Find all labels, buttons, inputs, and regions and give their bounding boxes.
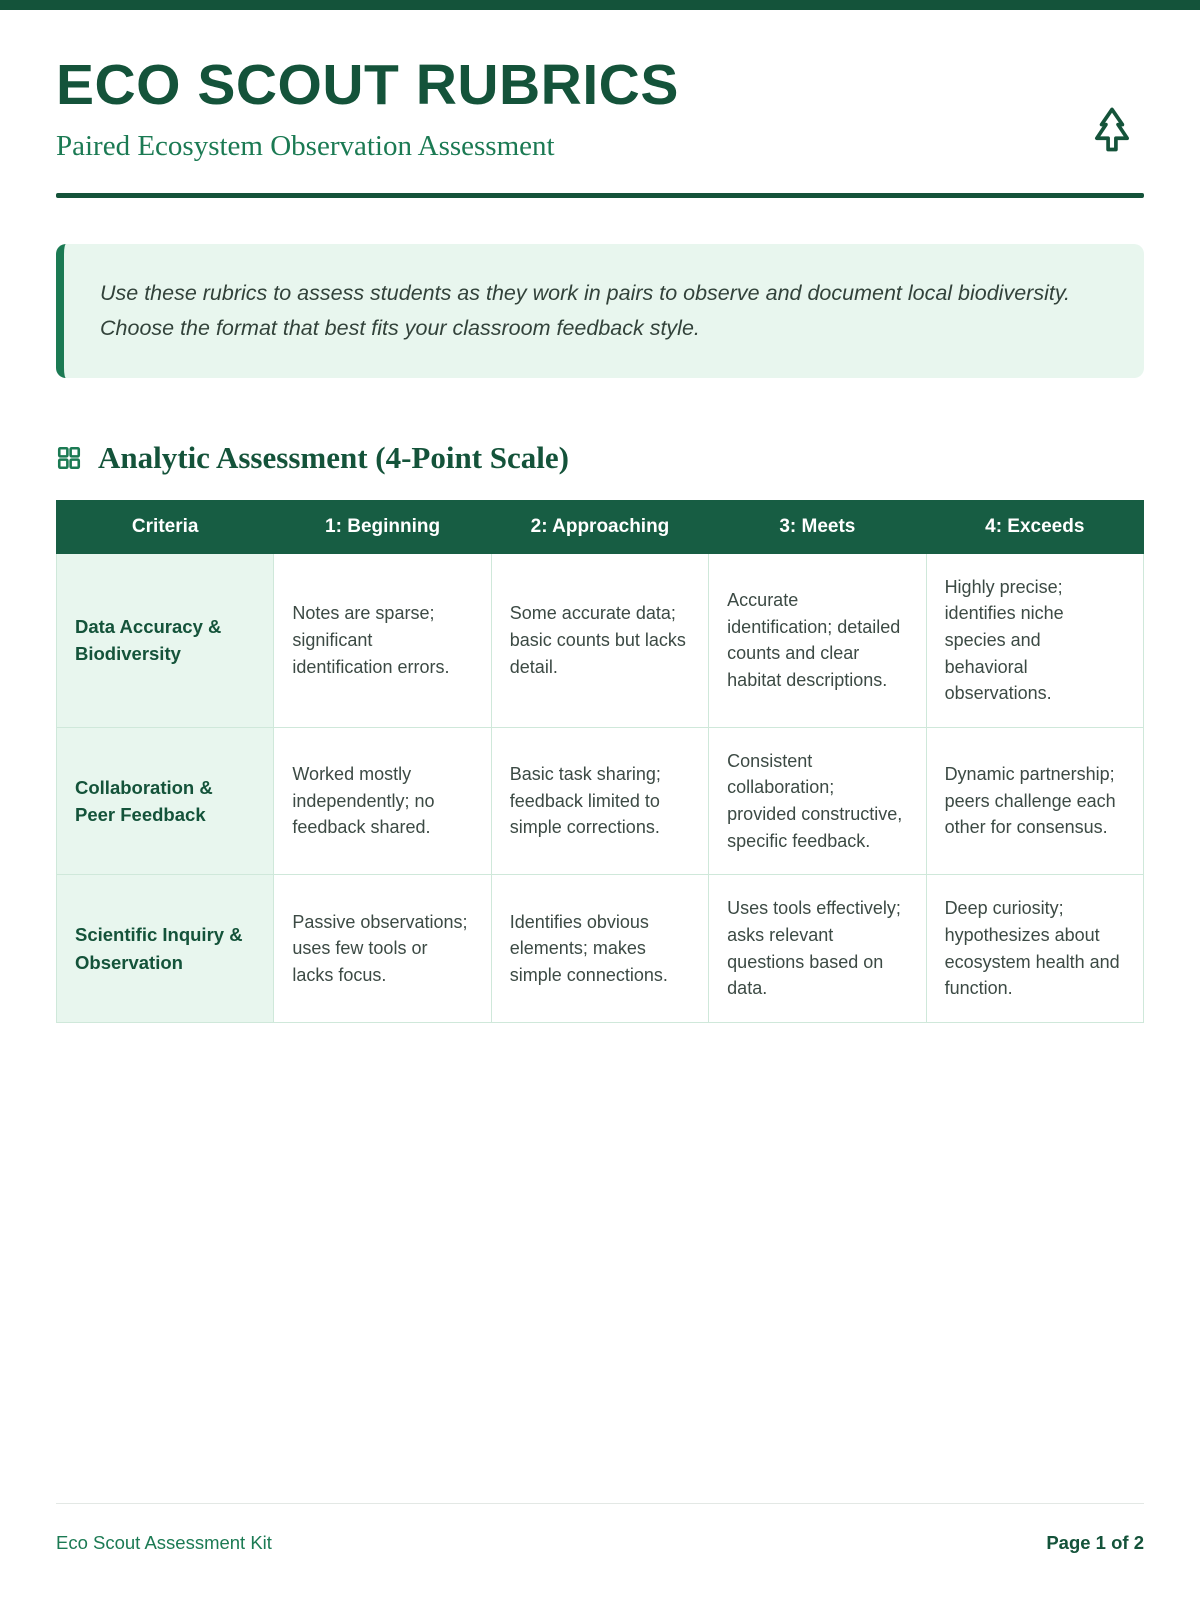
document-header [56, 52, 1144, 163]
rubric-cell: Uses tools effectively; asks relevant questions based on data. [709, 875, 926, 1023]
grid-icon [56, 445, 82, 471]
tree-icon [1086, 104, 1138, 156]
criteria-cell: Collaboration & Peer Feedback [57, 727, 274, 875]
intro-callout [56, 244, 1144, 378]
footer-divider [56, 1503, 1144, 1504]
rubric-cell: Notes are sparse; significant identification errors. [274, 553, 491, 727]
rubric-cell: Dynamic partnership; peers challenge each other for consensus. [926, 727, 1143, 875]
top-accent-bar [0, 0, 1200, 10]
column-header-approaching: 2: Approaching [491, 500, 708, 553]
page-subtitle: Paired Ecosystem Observation Assessment [56, 130, 555, 162]
column-header-beginning: 1: Beginning [274, 500, 491, 553]
rubric-cell: Some accurate data; basic counts but lacks detail. [491, 553, 708, 727]
rubric-cell: Deep curiosity; hypothesizes about ecosystem health and function. [926, 875, 1143, 1023]
rubric-cell: Identifies obvious elements; makes simple connections. [491, 875, 708, 1023]
intro-text: Use these rubrics to assess students as they work in pairs to observe and document local biodiversity. Choose the format that best fits your classroom feedback style. [100, 281, 1070, 340]
rubric-cell: Consistent collaboration; provided constructive, specific feedback. [709, 727, 926, 875]
rubric-cell: Basic task sharing; feedback limited to simple corrections. [491, 727, 708, 875]
column-header-meets: 3: Meets [709, 500, 926, 553]
column-header-criteria: Criteria [57, 500, 274, 553]
footer-page-number: Page 1 of 2 [1046, 1532, 1144, 1553]
table-header-row [57, 500, 1144, 553]
rubric-table [56, 500, 1144, 1023]
document-page [0, 10, 1200, 1600]
table-row [57, 727, 1144, 875]
footer-kit-label: Eco Scout Assessment Kit [56, 1532, 272, 1553]
section-heading [56, 440, 1144, 476]
column-header-exceeds: 4: Exceeds [926, 500, 1143, 553]
page-footer [56, 1503, 1144, 1600]
rubric-cell: Accurate identification; detailed counts and clear habitat descriptions. [709, 553, 926, 727]
rubric-cell: Highly precise; identifies niche species and behavioral observations. [926, 553, 1143, 727]
rubric-cell: Worked mostly independently; no feedback shared. [274, 727, 491, 875]
header-divider [56, 193, 1144, 198]
criteria-cell: Scientific Inquiry & Observation [57, 875, 274, 1023]
table-row [57, 875, 1144, 1023]
table-row [57, 553, 1144, 727]
rubric-cell: Passive observations; uses few tools or lacks focus. [274, 875, 491, 1023]
criteria-cell: Data Accuracy & Biodiversity [57, 553, 274, 727]
section-title: Analytic Assessment (4-Point Scale) [98, 439, 569, 475]
page-title: ECO SCOUT RUBRICS [56, 53, 679, 117]
